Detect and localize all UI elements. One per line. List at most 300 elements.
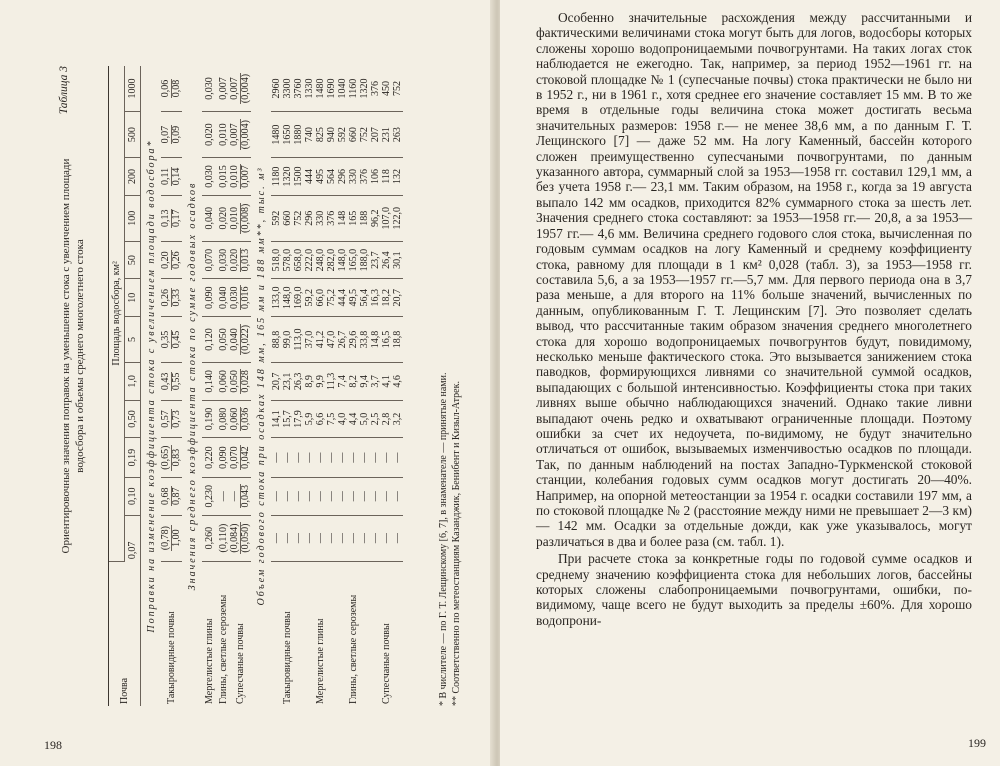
table-cell [230,112,251,158]
cell-value: 2,8 [381,412,392,426]
table-cell [161,241,182,279]
area-header: 200 [125,158,141,196]
table-cell [370,316,403,362]
table-cell [337,515,370,561]
cell-value: 0,040 [203,207,215,230]
table-cell [304,477,337,515]
cell-value: 0,030 [203,77,215,100]
cell-value: 165,0 [348,248,359,272]
paragraph-2: При расчете стока за конкретные годы по годовой сумме осадков и среднему значению коэффициента стока для небольших логов, бассейны которых сложены слабопроницаемыми почвогрунтами, ошибки, по-видимому, чаще всего не будут выходить за пределы ±60%. Для хорошо водопрони- [536,551,972,628]
cell-value: 660 [282,210,293,226]
table-cell [230,363,251,401]
cell-value: — [293,491,304,502]
cell-value: 188,0 [359,248,370,272]
cell-value: 1160 [348,78,359,99]
cell-value: — [304,452,315,463]
cell-value: — [326,452,337,463]
table-cell [216,477,230,515]
cell-value: — [381,452,392,463]
table-cell [304,400,337,438]
cell-value: 2,5 [370,412,381,426]
cell-value: — [370,533,381,544]
cell-value: — [348,452,359,463]
table-body [108,66,434,706]
cell-numerator: (0,78) [160,526,171,551]
cell-denominator: 1,00 [171,529,182,547]
table-cell [304,195,337,241]
cell-value: — [282,491,293,502]
cell-denominator: (0,050) [240,523,251,553]
cell-value: 1500 [293,166,304,187]
cell-value: — [359,533,370,544]
soil-label: Супесчаные почвы [381,623,392,704]
table-cell [216,241,230,279]
cell-value: 26,3 [293,372,304,391]
cell-value: 0,030 [203,165,215,188]
cell-value: 8,2 [348,375,359,388]
table-title: Ориентировочные значения поправок на уменьшение стока с увеличением площади водосбора и объемы среднего многолетнего стока [60,158,86,554]
cell-numerator: 0,040 [230,324,241,355]
table-cell [271,316,304,362]
table-cell [271,112,304,158]
table-row [161,66,182,706]
table-row [202,66,216,706]
cell-value: 18,2 [381,288,392,307]
cell-value: 59,2 [304,288,315,307]
table-cell [271,400,304,438]
table-cell [216,438,230,478]
soil-label: Супесчаные почвы [235,623,246,704]
cell-numerator: 0,43 [160,372,171,391]
cell-value: — [315,452,326,463]
table-cell [230,66,251,112]
soil-label: Глины, светлые сероземы [217,594,229,704]
table-cell [161,112,182,158]
table-cell [230,241,251,279]
cell-value: 4,0 [337,412,348,426]
cell-value: 330 [348,168,359,184]
header-area-group: Площадь водосбора, км² [109,66,125,561]
cell-value: 7,4 [337,375,348,388]
table-cell [161,400,182,438]
table-cell [370,195,403,241]
cell-value: 222,0 [304,248,315,272]
cell-value: — [337,533,348,544]
cell-denominator: 0,17 [171,209,182,228]
table-cell [230,316,251,362]
cell-value: 1480 [315,78,326,99]
cell-value: 1180 [271,166,282,187]
footnote-2: ** Соответственно по метеостанциям Казанджик, Бенибент и Кизыл-Атрек. [450,381,462,706]
cell-value: 1330 [304,78,315,99]
table-cell [202,400,216,438]
cell-value: 18,8 [392,330,403,349]
cell-value: — [271,533,282,544]
table-cell [216,316,230,362]
table-cell [337,400,370,438]
section-heading: Значения среднего коэффициента стока по сумме годовых осадков [186,181,198,591]
cell-denominator: 0,043 [240,485,251,508]
section-heading: Объем годового стока при осадках 148 мм, 165 мм и 188 мм**, тыс. м³ [255,166,267,606]
table-cell [304,66,337,112]
cell-value: — [392,491,403,502]
table-row [337,66,370,706]
cell-value: 9,4 [359,375,370,388]
cell-numerator: 0,070 [229,446,240,469]
table-cell [202,66,216,112]
cell-value: — [282,533,293,544]
cell-value: 0,070 [203,248,215,272]
cell-value: 169,0 [293,286,304,309]
section-heading: Поправки на изменение коэффициента стока с увеличением площади водосбора* [145,139,157,633]
cell-value: 752 [359,127,370,143]
cell-value: 0,120 [203,328,215,351]
cell-value: — [293,533,304,544]
table-cell [202,316,216,362]
cell-value: 6,6 [315,412,326,426]
cell-value: 9,9 [315,375,326,388]
cell-value: 0,030 [217,248,229,272]
cell-numerator: 0,26 [160,288,171,307]
area-header: 50 [125,241,141,279]
cell-value: 29,6 [348,330,359,349]
cell-value: 165 [348,210,359,226]
cell-value: 0,190 [203,407,215,431]
cell-value: 106 [370,168,381,184]
area-header: 1,0 [125,363,141,401]
area-header: 10 [125,279,141,317]
cell-value: — [304,533,315,544]
table-row [271,66,304,706]
table-cell [216,158,230,196]
table-cell [304,316,337,362]
cell-value: 23,7 [370,251,381,269]
cell-numerator: 0,11 [160,167,171,186]
left-page [0,0,496,766]
table-cell [161,195,182,241]
table-cell [202,438,216,478]
cell-value: 4,1 [381,375,392,388]
cell-value: 592 [337,127,348,143]
cell-denominator: 0,45 [171,330,182,349]
cell-value: 231 [381,127,392,143]
cell-value: 75,2 [326,288,337,307]
table-row [370,66,403,706]
cell-value: 1320 [359,78,370,99]
cell-value: 248,0 [315,248,326,272]
table-cell [337,279,370,317]
cell-denominator: 0,028 [240,370,251,393]
area-header: 100 [125,195,141,241]
cell-value: — [381,533,392,544]
table-cell [271,438,304,478]
cell-value: 17,9 [293,410,304,428]
cell-numerator: 0,13 [160,209,171,228]
cell-value: 1690 [326,78,337,99]
cell-value: 16,5 [381,330,392,349]
table-cell [370,400,403,438]
table-cell [230,400,251,438]
table-cell [230,195,251,241]
table-cell [161,316,182,362]
table-cell [161,477,182,515]
runoff-table [108,66,403,706]
cell-value: 444 [304,168,315,184]
cell-value: 0,140 [203,370,215,393]
cell-numerator: 0,050 [229,370,240,393]
cell-value: — [271,491,282,502]
cell-numerator: 0,010 [230,203,241,234]
table-cell [337,363,370,401]
table-cell [161,363,182,401]
cell-value: 122,0 [392,207,403,230]
cell-numerator: 0,57 [160,410,171,428]
cell-value: 564 [326,168,337,184]
table-cell [202,515,216,561]
cell-value: — [326,533,337,544]
cell-numerator: — [230,484,241,509]
cell-value: 376 [326,210,337,226]
table-cell [370,438,403,478]
paragraph-1: Особенно значительные расхождения между рассчитанными и фактическими величинами стока могут быть для логов, водосборы которых сложены хорошо водопроницаемыми почвогрунтами. На таких логах сток наблюдается не ежегодно. Так, например, за период 1952—1961 гг. на стоковой площадке № 1 (супесчаные почвы) стока практически не было ни в 1952 г., ни в 1961 г., хотя среднее его значение составляет 15 мм. В то же время в отдельные годы величина стока может достигать весьма значительных размеров: 1958 г.— не менее 38,6 мм, а по данным Г. Т. Лещинского [7] — даже 52 мм. На логу Каменный, бассейн которого сложен преимущественно супесчаными почвогрунтами, по данным указанного автора, суммарный слой за 1953—1958 гг. составил 129,1 мм, а без учета 1958 г.— 23,1 мм. Таким образом, на 1958 г., когда за 19 августа выпало 142 мм осадков, приходится 82% суммарного стока за шесть лет. Значения среднего стока составляют: за 1953—1958 гг.— 20,8, а за 1953—1957 гг.— 4,6 мм. Величина среднего годового слоя стока, вычисленная по годовым суммам осадков на логу Каменный и среднему коэффициенту стока, равному для площади в 1 км² 0,028 (табл. 3), за 1953—1958 гг. составила 5,6, а за 1953—1957 гг.—5,7 мм. Для первого периода она в 3,7 раза меньше, а для второго на 11% больше значений, вычисленных по данным, опубликованным Г. Т. Лещинским [7]. Это позволяет сделать вывод, что рассчитанные таким образом значения среднего многолетнего стока для хорошо водопроницаемых почвогрунтов будут, повидимому, несколько меньше фактического стока. Это вызывается занижением стока паводков, формирующихся ливнями со значительной суммой осадков, выпадающих с большой интенсивностью. Коэффициенты стока при таких ливнях выше обычно наблюдающихся значений. Однако такие ливни выпадают очень редко и охватывают ограниченные площади. Поэтому ошибки за счет их недоучета, по-видимому, не будут значительно отличаться от ошибок, вызываемых изменчивостью осадков по площади. Так, по данным наблюдений на постах Западно-Туркменской стоковой станции, колебания годовых сумм осадков могут достигать 20—40%. Например, на опорной метеостанции за 1954 г. осадки составили 197 мм, а по стоковой площадке № 2 (расстояние между ними не превышает 2—3 км) — 142 мм. Осадки за отдельные дожди, как уже указывалось, могут различаться в два и более раза (см. табл. 1). [536,10,972,549]
area-header: 0,07 [125,515,141,561]
cell-value: 0,230 [203,485,215,508]
table-cell [271,241,304,279]
footnote-1: * В числителе — по Г. Т. Лещинскому [6, 7], в знаменателе — принятые нами. [438,372,449,706]
table-cell [202,363,216,401]
cell-value: 188 [359,210,370,226]
table-cell [304,438,337,478]
cell-value: — [337,491,348,502]
cell-numerator: 0,06 [160,79,171,98]
cell-value: 20,7 [392,288,403,307]
cell-value: 148,0 [282,286,293,309]
cell-denominator: 0,042 [240,446,251,469]
cell-denominator: 0,83 [171,448,182,467]
cell-denominator: 0,33 [171,288,182,307]
cell-value: 825 [315,127,326,143]
cell-value: 450 [381,81,392,97]
area-header: 500 [125,112,141,158]
cell-value: 0,050 [217,328,229,351]
cell-denominator: 0,87 [171,487,182,505]
table-cell [304,279,337,317]
cell-value: 263 [392,127,403,143]
area-header: 1000 [125,66,141,112]
cell-value: (0,110) [217,523,229,553]
table-cell [370,279,403,317]
cell-value: 88,8 [271,330,282,349]
cell-value: 14,1 [271,410,282,428]
cell-denominator: 0,007 [240,165,251,188]
table-cell [161,515,182,561]
table-cell [161,438,182,478]
cell-value: 330 [315,210,326,226]
cell-value: 660 [348,127,359,143]
page-number-right: 199 [968,736,986,750]
cell-value: 1480 [271,124,282,145]
cell-denominator: 0,55 [171,372,182,391]
table-row [216,66,230,706]
cell-value: 148 [337,210,348,226]
table-row [230,66,251,706]
cell-value: 37,0 [304,330,315,349]
table-cell [230,515,251,561]
cell-value: 26,7 [337,330,348,349]
table-cell [271,363,304,401]
table-cell [304,112,337,158]
soil-label: Такыровидные почвы [282,611,293,704]
cell-denominator: 0,14 [171,167,182,186]
table-cell [370,241,403,279]
cell-value: — [348,533,359,544]
cell-value: 41,2 [315,330,326,349]
cell-value: 96,2 [370,209,381,228]
cell-denominator: (0,004) [240,120,251,150]
cell-value: 0,260 [203,526,215,550]
cell-value: — [381,491,392,502]
cell-value: 107,0 [381,207,392,230]
cell-numerator: 0,68 [160,487,171,505]
table-cell [271,158,304,196]
cell-value: 44,4 [337,288,348,307]
header-soil: Почва [109,561,141,706]
cell-value: 113,0 [293,328,304,351]
table-cell [337,112,370,158]
cell-value: 30,1 [392,251,403,269]
table-cell [202,279,216,317]
cell-value: 26,4 [381,251,392,269]
cell-value: 495 [315,168,326,184]
cell-value: 132 [392,168,403,184]
cell-value: 376 [359,168,370,184]
table-cell [304,363,337,401]
cell-denominator: 0,016 [240,286,251,309]
cell-value: 0,220 [203,446,215,469]
table-cell [271,279,304,317]
cell-numerator: 0,35 [160,330,171,349]
cell-value: 148,0 [337,248,348,272]
cell-value: 940 [326,127,337,143]
table-cell [216,400,230,438]
table-cell [337,438,370,478]
table-cell [337,66,370,112]
table-footnotes [438,66,463,706]
table-cell [230,477,251,515]
cell-value: 3760 [293,78,304,99]
table-cell [337,316,370,362]
cell-value: 0,040 [217,286,229,309]
table-cell [216,195,230,241]
table-cell [337,158,370,196]
right-page [500,0,1000,766]
area-header: 5 [125,316,141,362]
table-cell [271,66,304,112]
cell-value: 0,015 [217,165,229,188]
cell-value: 47,0 [326,330,337,349]
cell-value: 752 [293,210,304,226]
cell-value: 658,0 [293,248,304,272]
table-cell [304,158,337,196]
cell-value: 3300 [282,78,293,99]
cell-numerator: 0,007 [230,73,241,104]
cell-value: 7,5 [326,412,337,426]
cell-value: 0,007 [217,77,229,100]
cell-numerator: 0,010 [229,165,240,188]
table-label: Таблица 3 [58,66,70,115]
cell-numerator: 0,020 [229,248,240,272]
cell-numerator: 0,007 [230,119,241,150]
body-text [536,10,972,628]
cell-value: — [370,452,381,463]
cell-value: 0,060 [217,370,229,393]
cell-value: 296 [337,168,348,184]
cell-value: — [359,491,370,502]
table-cell [337,241,370,279]
table-cell [271,477,304,515]
cell-value: — [392,452,403,463]
cell-denominator: 0,036 [240,407,251,431]
cell-denominator: 0,08 [171,79,182,98]
cell-value: 0,090 [203,286,215,309]
table-cell [161,158,182,196]
cell-value: 0,080 [217,407,229,431]
cell-numerator: 0,20 [160,251,171,269]
table-cell [216,363,230,401]
area-header: 0,19 [125,438,141,478]
cell-value: — [315,533,326,544]
cell-value: 282,0 [326,248,337,272]
cell-value: 4,4 [348,412,359,426]
cell-value: 0,020 [203,123,215,146]
cell-value: 66,0 [315,288,326,307]
cell-value: — [370,491,381,502]
cell-denominator: (0,022) [240,324,251,355]
cell-value: 0,090 [217,446,229,469]
cell-numerator: 0,060 [229,407,240,431]
table-cell [370,477,403,515]
cell-value: 49,5 [348,288,359,307]
cell-value: — [282,452,293,463]
cell-denominator: 0,73 [171,410,182,428]
cell-value: 118 [381,169,392,184]
table-cell [230,158,251,196]
table-cell [370,363,403,401]
cell-value: 14,8 [370,330,381,349]
table-cell [230,279,251,317]
cell-value: 376 [370,81,381,97]
cell-denominator: 0,013 [240,248,251,272]
soil-label: Глины, светлые сероземы [348,594,359,704]
cell-value: 8,9 [304,375,315,388]
cell-value: — [293,452,304,463]
table-row [304,66,337,706]
table-cell [202,112,216,158]
table-cell [370,112,403,158]
cell-value: 207 [370,127,381,143]
cell-value: — [348,491,359,502]
table-cell [230,438,251,478]
table-cell [271,515,304,561]
cell-value: — [315,491,326,502]
cell-value: 578,0 [282,248,293,272]
cell-value: — [359,452,370,463]
cell-value: 5,0 [359,412,370,426]
table-cell [216,66,230,112]
cell-value: 3,2 [392,412,403,426]
cell-value: 15,7 [282,410,293,428]
cell-value: 20,7 [271,372,282,391]
